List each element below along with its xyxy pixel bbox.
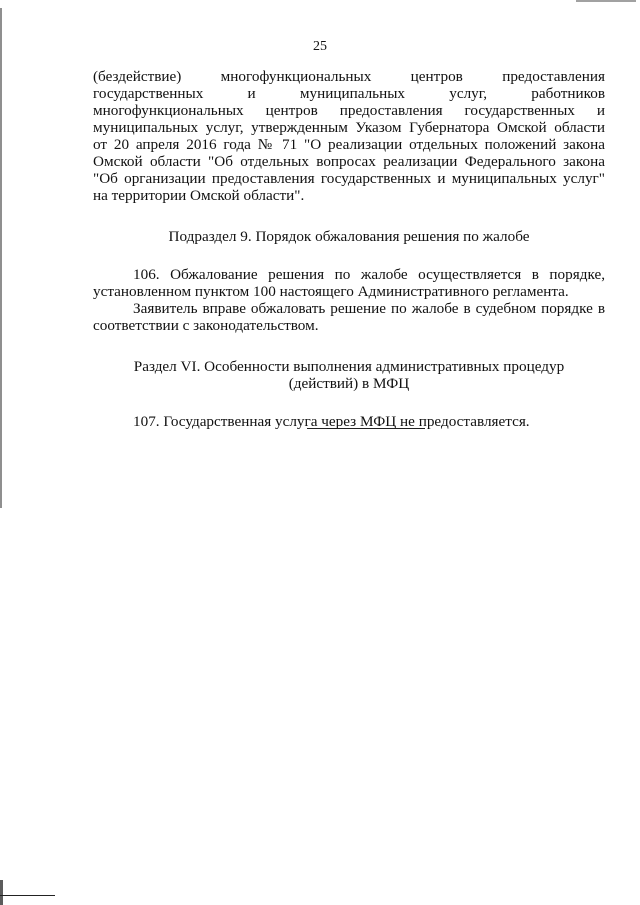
scan-corner-line — [0, 895, 55, 896]
appeal-paragraph-line: соответствии с законодательством. — [93, 317, 319, 334]
page-number: 25 — [313, 39, 327, 54]
paragraph-line: (бездействие) многофункциональных центров предоставления — [93, 68, 605, 85]
paragraph-line: муниципальных услуг, утвержденным Указом Губернатора Омской области — [93, 119, 605, 136]
paragraph-106-line: 106. Обжалование решения по жалобе осуществляется в порядке, — [133, 266, 605, 283]
paragraph-line: Омской области "Об отдельных вопросах реализации Федерального закона — [93, 153, 605, 170]
scan-top-edge — [576, 0, 636, 2]
scan-edge-shadow-bottom — [0, 880, 3, 905]
paragraph-107: 107. Государственная услуга через МФЦ не предоставляется. — [133, 413, 530, 430]
section-heading: (действий) в МФЦ — [288, 375, 410, 392]
paragraph-106-line: установленном пунктом 100 настоящего Административного регламента. — [93, 283, 569, 300]
subsection-heading: Подраздел 9. Порядок обжалования решения по жалобе — [168, 228, 530, 245]
section-heading: Раздел VI. Особенности выполнения административных процедур — [133, 358, 565, 375]
end-rule — [307, 428, 425, 429]
paragraph-line: "Об организации предоставления государственных и муниципальных услуг" — [93, 170, 605, 187]
appeal-paragraph-line: Заявитель вправе обжаловать решение по жалобе в судебном порядке в — [133, 300, 605, 317]
paragraph-line: от 20 апреля 2016 года № 71 "О реализации отдельных положений закона — [93, 136, 605, 153]
paragraph-line: многофункциональных центров предоставления государственных и — [93, 102, 605, 119]
document-body — [93, 68, 605, 430]
paragraph-line: на территории Омской области". — [93, 187, 305, 204]
scan-edge-shadow — [0, 8, 2, 508]
paragraph-line: государственных и муниципальных услуг, работников — [93, 85, 605, 102]
